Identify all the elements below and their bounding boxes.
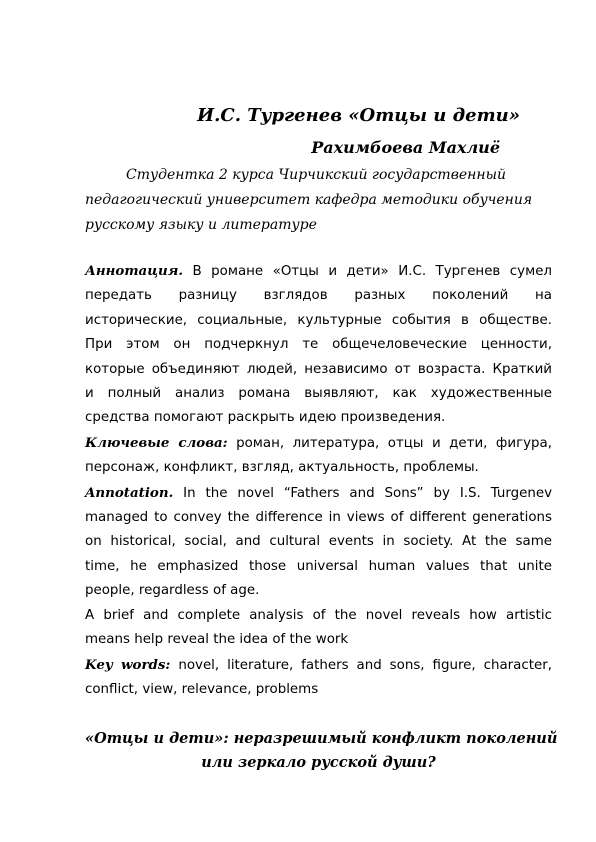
paper-title: И.С. Тургенев «Отцы и дети»: [197, 105, 520, 126]
text-line: и полный анализ романа выявляют, как художественные: [85, 386, 552, 402]
author-name: Рахимбоева Махлиё: [311, 138, 500, 157]
text-line: people, regardless of age.: [85, 583, 260, 599]
annotation-en-label: Annotation.: [85, 484, 174, 501]
text-line: Annotation. In the novel “Fathers and Sons” by I.S. Turgenev: [85, 484, 552, 501]
text-line: conflict, view, relevance, problems: [85, 681, 319, 697]
heading-line: «Отцы и дети»: неразрешимый конфликт поколений: [85, 730, 558, 747]
text-line: time, he emphasized those universal human values that unite: [85, 558, 552, 574]
section-heading: [85, 727, 558, 775]
keywords-en-label: Key words:: [85, 656, 171, 673]
annotation-ru-label: Аннотация.: [85, 263, 184, 279]
text-line: которые объединяют людей, независимо от возраста. Краткий: [85, 361, 552, 377]
text-line: передать разницу взглядов разных поколений на: [85, 288, 552, 304]
annotation-en: [85, 481, 552, 604]
text-line: A brief and complete analysis of the novel reveals how artistic: [85, 607, 552, 623]
abstract-block: [85, 259, 552, 702]
affiliation-line: Студентка 2 курса Чирчикский государственный: [126, 167, 506, 183]
keywords-en: [85, 653, 552, 703]
heading-line: или зеркало русской души?: [201, 754, 436, 771]
text-line: персонаж, конфликт, взгляд, актуальность, проблемы.: [85, 460, 479, 476]
text-line: Аннотация. В романе «Отцы и дети» И.С. Тургенев сумел: [85, 263, 552, 279]
text-line: managed to convey the difference in views of different generations: [85, 510, 552, 526]
affiliation-line: педагогический университет кафедра методики обучения: [85, 192, 533, 208]
summary-en: [85, 604, 552, 653]
keywords-ru: [85, 431, 552, 481]
text-line: means help reveal the idea of the work: [85, 632, 349, 648]
annotation-ru: [85, 259, 552, 431]
text-line: on historical, social, and cultural events in society. At the same: [85, 534, 552, 550]
text-line: Key words: novel, literature, fathers and sons, figure, character,: [85, 656, 552, 673]
affiliation-line: русскому языку и литературе: [85, 217, 317, 233]
text-line: средства помогают раскрыть идею произведения.: [85, 410, 446, 426]
keywords-ru-label: Ключевые слова:: [85, 434, 228, 451]
text-line: Ключевые слова: роман, литература, отцы и дети, фигура,: [85, 434, 552, 451]
text-line: исторические, социальные, культурные события в обществе.: [85, 312, 552, 328]
author-affiliation: [85, 163, 552, 238]
text-line: При этом он подчеркнул те общечеловеческие ценности,: [85, 337, 552, 353]
